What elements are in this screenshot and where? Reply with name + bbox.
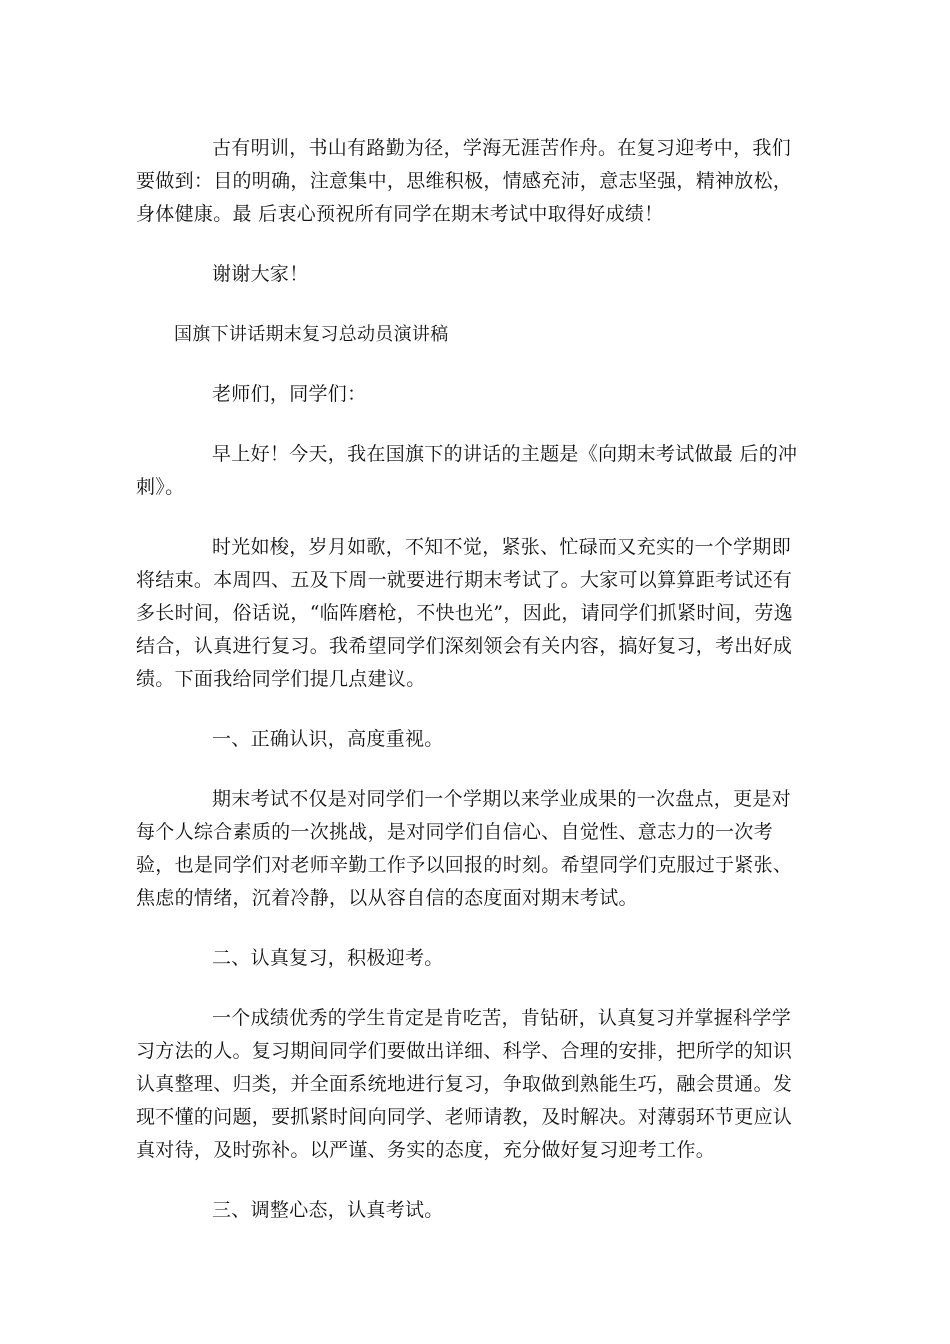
paragraph-thanks: 谢谢大家！ <box>212 263 309 285</box>
paragraph-section-1: 期末考试不仅是对同学们一个学期以来学业成果的一次盘点，更是对每个人综合素质的一次挑战，是对同学们自信心、自觉性、意志力的一次考验，也是同学们对老师辛勤工作予以回报的时刻。希望同学们克服过于紧张、焦虑的情绪，沉着冷静，以从容自信的态度面对期末考试。 <box>136 788 793 909</box>
paragraph-section-2: 一个成绩优秀的学生肯定是肯吃苦，肯钻研，认真复习并掌握科学学习方法的人。复习期间同学们要做出详细、科学、合理的安排，把所学的知识认真整理、归类，并全面系统地进行复习，争取做到熟能生巧，融会贯通。发现不懂的问题，要抓紧时间向同学、老师请教，及时解决。对薄弱环节更应认真对待，及时弥补。以严谨、务实的态度，充分做好复习迎考工作。 <box>136 1007 793 1161</box>
paragraph-greeting: 早上好！今天，我在国旗下的讲话的主题是《向期末考试做最 后的冲刺》。 <box>136 443 798 498</box>
speech-title: 国旗下讲话期末复习总动员演讲稿 <box>174 324 449 345</box>
paragraph-intro: 时光如梭，岁月如歌，不知不觉，紧张、忙碌而又充实的一个学期即将结束。本周四、五及下周一就要进行期末考试了。大家可以算算距考试还有多长时间，俗话说，“临阵磨枪，不快也光”，因此，请同学们抓紧时间，劳逸结合，认真进行复习。我希望同学们深刻领会有关内容，搞好复习，考出好成绩。下面我给同学们提几点建议。 <box>136 536 793 690</box>
paragraph-salutation: 老师们，同学们： <box>212 383 367 405</box>
section-heading-3: 三、调整心态，认真考试。 <box>212 1199 444 1221</box>
document-body <box>136 132 808 1227</box>
section-heading-1: 一、正确认识，高度重视。 <box>212 728 444 750</box>
section-heading-2: 二、认真复习，积极迎考。 <box>212 947 444 969</box>
paragraph-closing-advice: 古有明训，书山有路勤为径，学海无涯苦作舟。在复习迎考中，我们要做到：目的明确，注意集中，思维积极，情感充沛，意志坚强，精神放松，身体健康。最 后衷心预祝所有同学在期末考试中取得好成绩！ <box>136 137 793 225</box>
